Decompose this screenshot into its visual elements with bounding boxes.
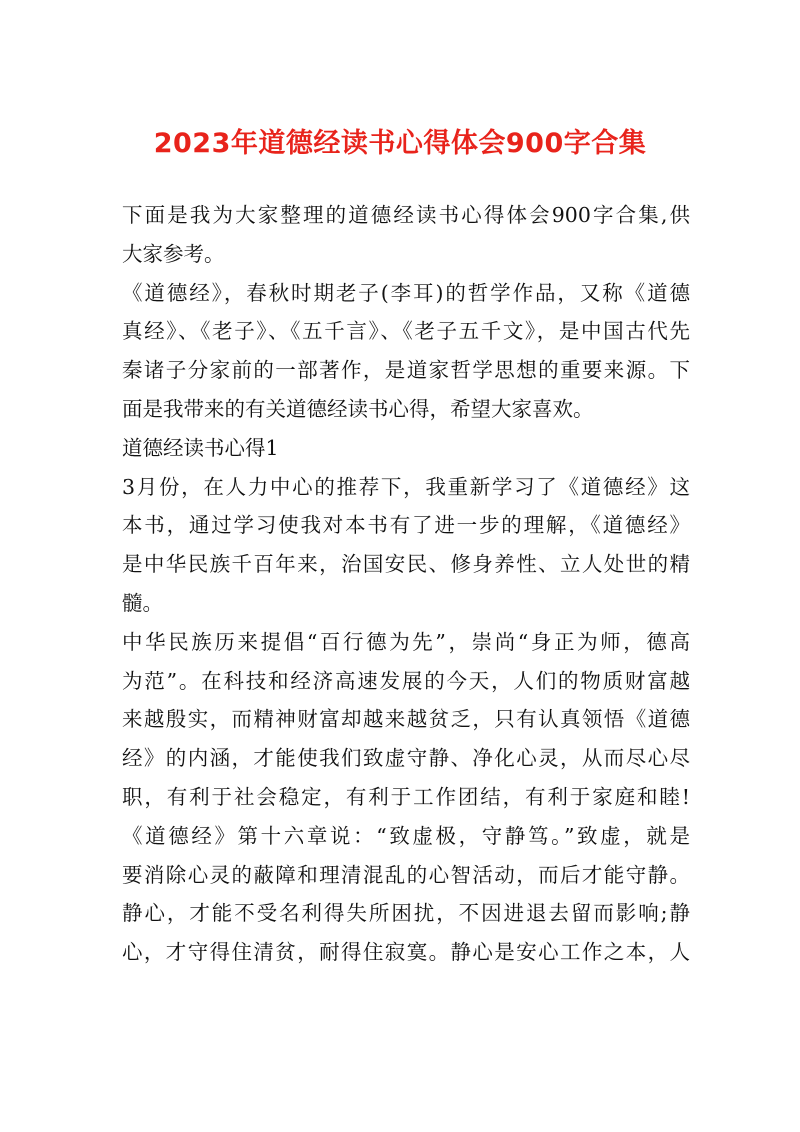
text-line: 秦诸子分家前的一部著作，是道家哲学思想的重要来源。下 (122, 358, 690, 383)
text-line: 下面是我为大家整理的道德经读书心得体会900字合集,供 (122, 203, 690, 227)
text-line: 要消除心灵的蔽障和理清混乱的心智活动，而后才能守静。 (122, 862, 690, 887)
text-line: 静心，才能不受名利得失所困扰，不因进退去留而影响;静 (122, 901, 690, 926)
text-line: 中华民族历来提倡“百行德为先”，崇尚“身正为师，德高 (122, 629, 690, 654)
text-line: 真经》、《老子》、《五千言》、《老子五千文》，是中国古代先 (122, 319, 690, 344)
text-line: 来越殷实，而精神财富却越来越贫乏，只有认真领悟《道德 (122, 707, 690, 732)
text-line: 3月份，在人力中心的推荐下，我重新学习了《道德经》这 (122, 474, 690, 499)
text-line: 髓。 (122, 590, 163, 615)
text-line: 职，有利于社会稳定，有利于工作团结，有利于家庭和睦! (122, 784, 690, 809)
text-line: 《道德经》，春秋时期老子(李耳)的哲学作品，又称《道德 (122, 280, 690, 305)
text-line: 是中华民族千百年来，治国安民、修身养性、立人处世的精 (122, 552, 690, 577)
section-heading: 道德经读书心得1 (122, 435, 279, 460)
page-title: 2023年道德经读书心得体会900字合集 (153, 128, 647, 159)
text-line: 面是我带来的有关道德经读书心得，希望大家喜欢。 (122, 396, 594, 421)
text-line: 本书，通过学习使我对本书有了进一步的理解，《道德经》 (122, 513, 690, 538)
text-line: 《道德经》第十六章说：“致虚极，守静笃。”致虚，就是 (122, 823, 690, 848)
text-line: 大家参考。 (122, 241, 225, 266)
text-line: 为范”。在科技和经济高速发展的今天，人们的物质财富越 (122, 668, 690, 693)
text-line: 心，才守得住清贫，耐得住寂寞。静心是安心工作之本，人 (122, 940, 690, 965)
text-line: 经》的内涵，才能使我们致虚守静、净化心灵，从而尽心尽 (122, 746, 690, 771)
document-body (122, 196, 690, 972)
